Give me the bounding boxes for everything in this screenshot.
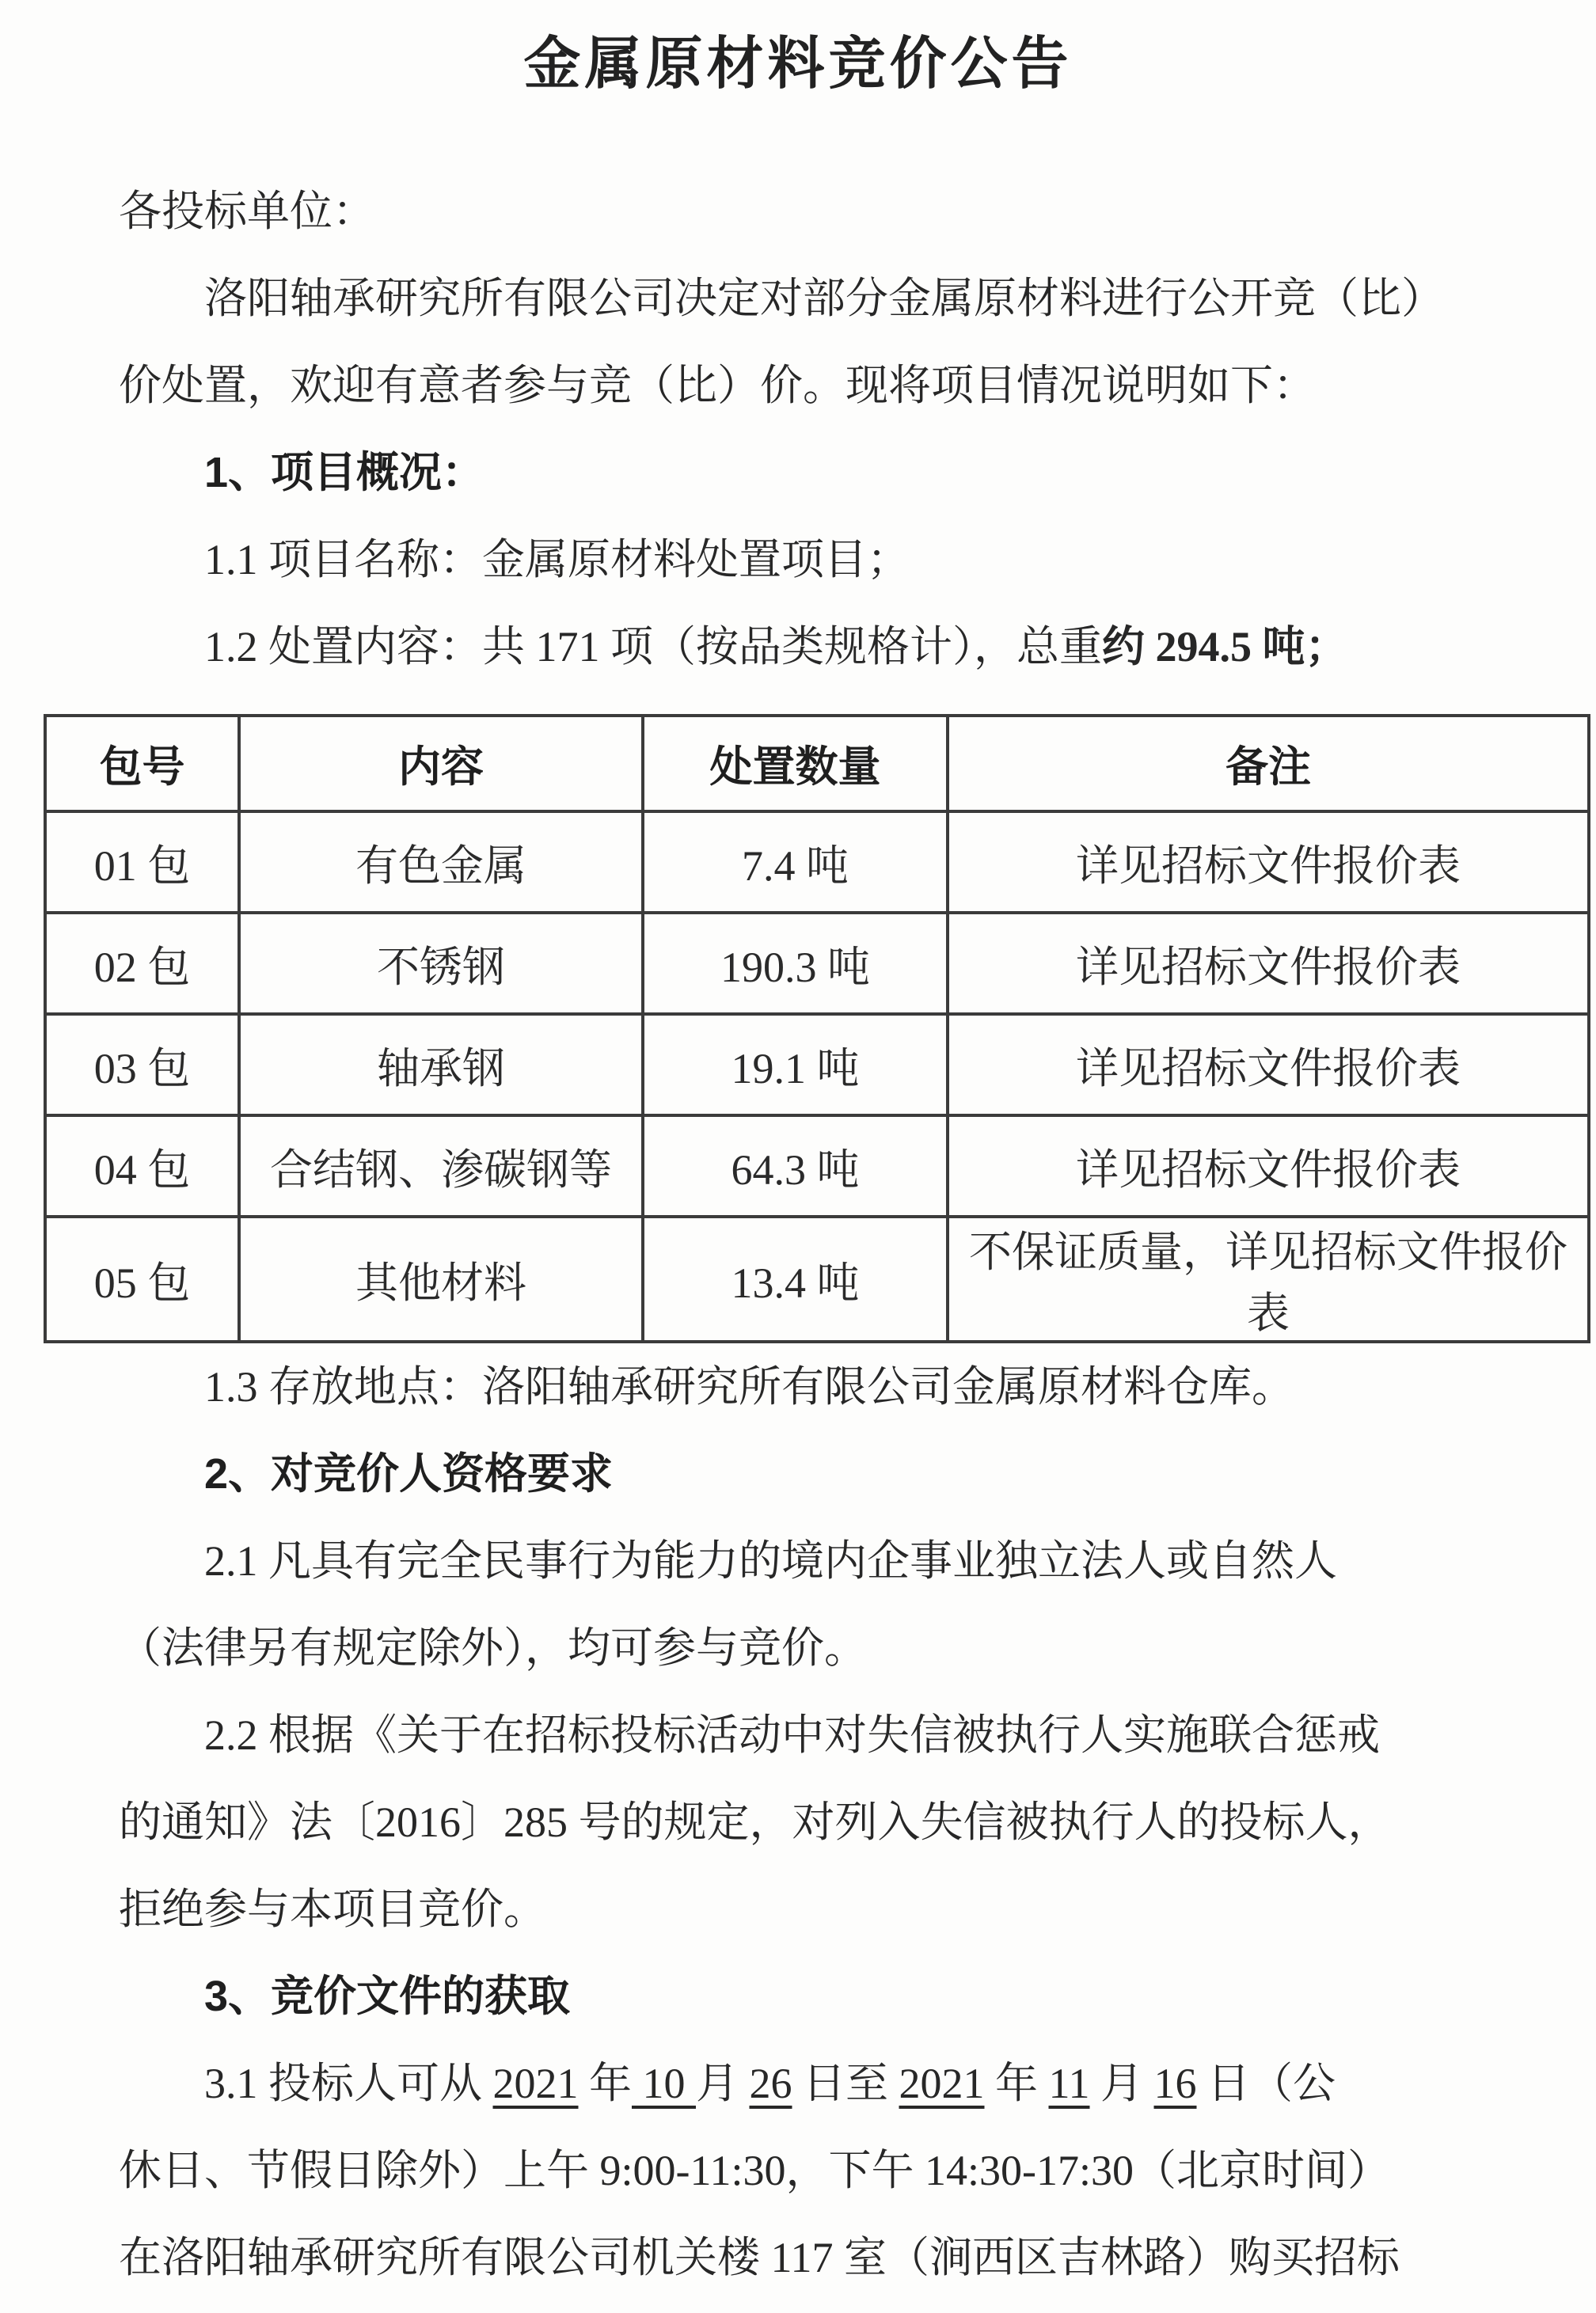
table-row [45,913,1589,1014]
table-cell-package-no: 02 包 [45,913,239,1014]
table-cell-remark: 详见招标文件报价表 [948,913,1589,1014]
document-title: 金属原材料竞价公告 [523,32,1073,96]
table-cell-content: 不锈钢 [239,913,643,1014]
table-cell-package-no: 04 包 [45,1115,239,1217]
item-1-2-regular-text: 1.2 处置内容：共 171 项（按品类规格计），总重 [204,623,1102,670]
table-row [45,1217,1589,1342]
table-header-remark: 备注 [948,716,1589,811]
table-cell-remark: 详见招标文件报价表 [948,811,1589,913]
item-3-1-run-10: 月 [1089,2060,1154,2107]
item-3-1-run-1: 2021 [492,2060,579,2107]
table-cell-remark: 详见招标文件报价表 [948,1115,1589,1217]
table-cell-quantity: 190.3 吨 [643,913,948,1014]
packages-table [44,714,1590,1343]
item-2-2-line-3: 拒绝参与本项目竞价。 [119,1886,546,1933]
item-1-2-bold-text: 约 294.5 吨； [1102,623,1348,670]
salutation: 各投标单位： [119,188,375,235]
item-1-1: 1.1 项目名称：金属原材料处置项目； [204,536,910,583]
item-2-2-line-2: 的通知》法〔2016〕285 号的规定，对列入失信被执行人的投标人， [119,1798,1391,1846]
item-3-1-run-4: 月 [696,2060,750,2107]
table-cell-content: 合结钢、渗碳钢等 [239,1115,643,1217]
table-cell-content: 其他材料 [239,1217,643,1342]
item-3-1-run-7: 2021 [899,2060,985,2107]
table-cell-package-no: 03 包 [45,1014,239,1115]
table-row [45,1115,1589,1217]
section3-heading: 3、竞价文件的获取 [204,1973,571,2020]
table-cell-quantity: 64.3 吨 [643,1115,948,1217]
item-1-3: 1.3 存放地点：洛阳轴承研究所有限公司金属原材料仓库。 [204,1363,1294,1411]
item-2-1-line-1: 2.1 凡具有完全民事行为能力的境内企事业独立法人或自然人 [204,1537,1337,1585]
item-3-1-run-0: 3.1 投标人可从 [204,2060,493,2107]
table-cell-content: 有色金属 [239,811,643,913]
table-cell-content: 轴承钢 [239,1014,643,1115]
table-header-content: 内容 [239,716,643,811]
table-cell-remark: 不保证质量，详见招标文件报价表 [948,1217,1589,1342]
section2-heading: 2、对竞价人资格要求 [204,1450,614,1498]
table-row [45,1014,1589,1115]
item-2-2-line-1: 2.2 根据《关于在招标投标活动中对失信被执行人实施联合惩戒 [204,1711,1380,1759]
item-3-1-line-1 [0,2040,1596,2127]
table-header-package-no: 包号 [45,716,239,811]
item-3-1-run-2: 年 [578,2060,632,2107]
table-cell-remark: 详见招标文件报价表 [948,1014,1589,1115]
table-cell-quantity: 19.1 吨 [643,1014,948,1115]
item-3-1-run-6: 日至 [792,2060,899,2107]
intro-line-1: 洛阳轴承研究所有限公司决定对部分金属原材料进行公开竞（比） [204,275,1444,322]
item-3-1-line-2: 休日、节假日除外）上午 9:00-11:30，下午 14:30-17:30（北京时间） [119,2147,1390,2194]
table-row [45,811,1589,913]
intro-line-2: 价处置，欢迎有意者参与竞（比）价。现将项目情况说明如下： [119,362,1316,409]
item-3-1-run-11: 16 [1153,2060,1197,2107]
item-3-1-run-3: 10 [632,2060,696,2107]
item-3-1-run-5: 26 [749,2060,792,2107]
table-header-row [45,716,1589,811]
table-cell-quantity: 13.4 吨 [643,1217,948,1342]
section1-heading: 1、项目概况： [204,449,485,496]
item-3-1-line-3: 在洛阳轴承研究所有限公司机关楼 117 室（涧西区吉林路）购买招标 [119,2234,1400,2281]
table-header-quantity: 处置数量 [643,716,948,811]
item-3-1-run-8: 年 [984,2060,1049,2107]
table-cell-quantity: 7.4 吨 [643,811,948,913]
table-cell-package-no: 01 包 [45,811,239,913]
item-2-1-line-2: （法律另有规定除外），均可参与竞价。 [119,1624,867,1672]
item-3-1-run-9: 11 [1048,2060,1090,2107]
item-3-1-run-12: 日（公 [1196,2060,1336,2107]
table-cell-package-no: 05 包 [45,1217,239,1342]
item-1-2 [0,603,1596,690]
